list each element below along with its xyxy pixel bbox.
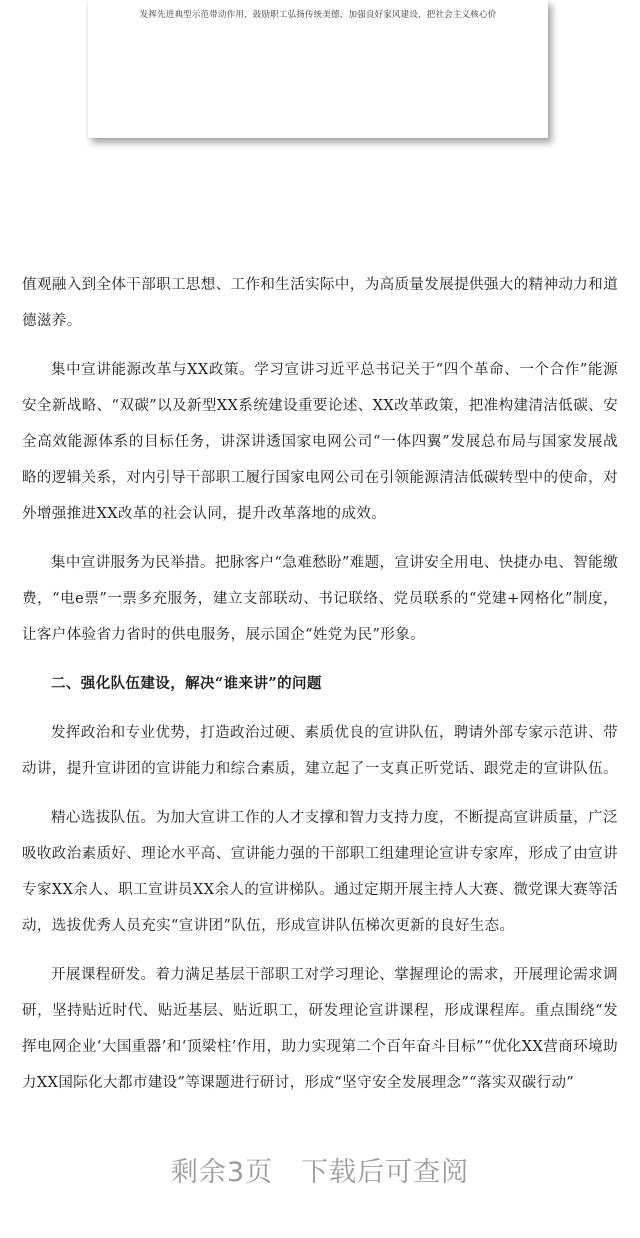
document-body (22, 267, 618, 1101)
preview-caption: 发挥先进典型示范带动作用，鼓励职工弘扬传统美德，加强良好家风建设，把社会主义核心价 (139, 10, 497, 20)
download-prompt[interactable] (0, 1150, 640, 1189)
section-heading: 二、强化队伍建设，解决“谁来讲”的问题 (51, 675, 322, 692)
paragraph-continuation: 值观融入到全体干部职工思想、工作和生活实际中，为高质量发展提供强大的精神动力和道德滋养。 (22, 277, 618, 329)
paragraph-service-measures: 集中宣讲服务为民举措。把脉客户“急难愁盼”难题，宣讲安全用电、快捷办电、智能缴费，“电e票”一票多充服务，建立支部联动、书记联络、党员联系的“党建+网格化”制度，让客户体验省力省时的供电服务，展示国企“姓党为民”形象。 (22, 555, 618, 643)
paragraph-team-selection: 精心选拔队伍。为加大宣讲工作的人才支撑和智力支持力度，不断提高宣讲质量，广泛吸收政治素质好、理论水平高、宣讲能力强的干部职工组建理论宣讲专家库，形成了由宣讲专家XX余人、职工宣讲员XX余人的宣讲梯队。通过定期开展主持人大赛、微党课大赛等活动，选拔优秀人员充实“宣讲团”队伍，形成宣讲队伍梯次更新的良好生态。 (22, 810, 618, 934)
paragraph-energy-policy: 集中宣讲能源改革与XX政策。学习宣讲习近平总书记关于“四个革命、一个合作”能源安全新战略、“双碳”以及新型XX系统建设重要论述、XX改革政策，把准构建清洁低碳、安全高效能源体系的目标任务，讲深讲透国家电网公司“一体四翼”发展总布局与国家发展战略的逻辑关系，对内引导干部职工履行国家电网公司在引领能源清洁低碳转型中的使命，对外增强推进XX改革的社会认同，提升改革落地的成效。 (22, 362, 618, 522)
previous-page-preview (88, 0, 548, 138)
paragraph-course-development: 开展课程研发。着力满足基层干部职工对学习理论、掌握理论的需求，开展理论需求调研，坚持贴近时代、贴近基层、贴近职工，研发理论宣讲课程，形成课程库。重点围绕“发挥电网企业‘大国重器’和‘顶梁柱’作用，助力实现第二个百年奋斗目标”“优化XX营商环境助力XX国际化大都市建设”等课题进行研讨，形成“坚守安全发展理念”“落实双碳行动” (22, 967, 618, 1091)
remaining-pages-label: 剩余3页 (170, 1157, 274, 1188)
paragraph-team-advantages: 发挥政治和专业优势，打造政治过硬、素质优良的宣讲队伍，聘请外部专家示范讲、带动讲，提升宣讲团的宣讲能力和综合素质，建立起了一支真正听党话、跟党走的宣讲队伍。 (22, 725, 618, 777)
download-to-view-label: 下载后可查阅 (301, 1157, 470, 1188)
